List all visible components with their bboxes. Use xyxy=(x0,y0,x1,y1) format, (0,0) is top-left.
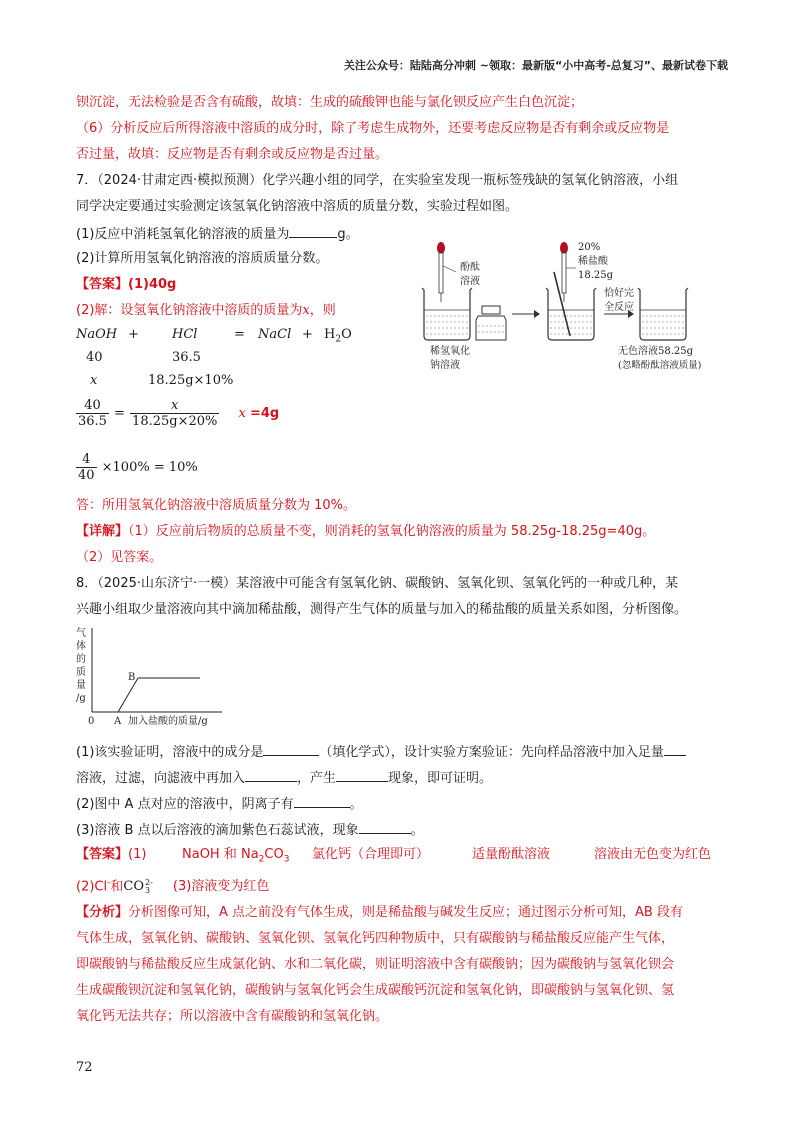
beaker-2 xyxy=(546,272,596,340)
q8-answer-tag: 【答案】 xyxy=(76,847,129,862)
y-label-3: 的 xyxy=(76,654,86,665)
q7-part-1 xyxy=(76,224,359,244)
q7-detail-text: （1）反应前后物质的总质量不变，则消耗的氢氧化钠溶液的质量为 58.25g-18.25g=40g。 xyxy=(128,524,656,539)
indicator-label-2: 溶液 xyxy=(460,276,480,287)
q7-experiment-figure xyxy=(414,238,730,374)
y-label-1: 气 xyxy=(76,628,86,639)
eq-h2o-sub: 2 xyxy=(335,334,342,345)
page-number: 72 xyxy=(76,1060,93,1075)
arrow-label-2: 全反应 xyxy=(604,302,634,313)
q8-ans2-carbonate: CO 2- 3 xyxy=(123,877,153,895)
q7-answer-tag: 【答案】 xyxy=(76,277,129,292)
q7-answer-blank[interactable] xyxy=(289,224,337,238)
eq-h2o-o: O xyxy=(341,327,352,342)
intro-line-3: 否过量，故填：反应物是否有剩余或反应物是否过量。 xyxy=(76,147,389,162)
q7-solution-variable: x xyxy=(302,303,310,318)
prop-equals: = xyxy=(114,406,125,421)
q8-p2-b: 。 xyxy=(349,797,363,812)
intro-line-1: 钡沉淀，无法检验是否含有硫酸，故填：生成的硫酸钾也能与氯化钡反应产生白色沉淀； xyxy=(76,95,584,110)
indicator-label-1: 酚酞 xyxy=(460,262,480,273)
prop-frac-2: $\frac{x}{18.25g\times 20\%}$ xyxy=(132,398,218,429)
q8-p3-a: (3)溶液 B 点以后溶液的滴加紫色石蕊试液，现象 xyxy=(76,823,359,838)
q7-part-1-suffix: g。 xyxy=(337,227,359,242)
pct-frac: $\frac{4}{40}$ xyxy=(78,452,95,483)
q7-answer xyxy=(76,276,176,294)
result-label-2: (忽略酚酞溶液质量) xyxy=(618,360,702,371)
pct-rest: ×100% = 10% xyxy=(101,460,198,475)
eq-plus-1: + xyxy=(128,327,139,342)
q7-detail-2: （2）见答案。 xyxy=(76,550,163,565)
q7-detail-tag: 【详解】 xyxy=(76,524,129,539)
point-a-label: A xyxy=(114,716,122,727)
acid-label-2: 稀盐酸 xyxy=(578,256,608,267)
dropper-2 xyxy=(560,242,576,302)
q8-analysis-tag: 【分析】 xyxy=(76,905,129,920)
q8-part-1-line-2 xyxy=(76,768,492,788)
prop-frac-1: $\frac{40}{36.5}$ xyxy=(78,398,107,429)
result-label-1: 无色溶液58.25g xyxy=(618,346,694,357)
eq-var-1: x xyxy=(90,373,98,388)
q8-p1-e: 现象，即可证明。 xyxy=(388,771,493,786)
q8-part-3 xyxy=(76,820,424,840)
beaker-1 xyxy=(422,288,472,340)
eq-naoh: NaOH xyxy=(76,327,118,342)
y-label-6: /g xyxy=(76,693,86,704)
dropper-1 xyxy=(437,242,456,302)
arrow-1 xyxy=(512,310,540,318)
intro-line-2: （6）分析反应后所得溶液中溶质的成分时，除了考虑生成物外，还要考虑反应物是否有剩余或反应物是 xyxy=(76,121,670,136)
q8-part-1-line-1 xyxy=(76,742,686,762)
q8-blank-6[interactable] xyxy=(359,820,411,834)
eq-hcl: HCl xyxy=(172,327,198,342)
eq-nacl: NaCl xyxy=(258,327,292,342)
q8-p1-a: (1)该实验证明，溶液中的成分是 xyxy=(76,745,264,760)
q8-ans1-reagent: 氯化钙（合理即可） xyxy=(312,847,430,862)
percent-calc xyxy=(76,452,198,483)
q8-answer-row-2: (2)Cl-和CO 2- 3 (3)溶液变为红色 xyxy=(76,877,270,895)
beaker-1-label-1: 稀氢氧化 xyxy=(430,346,470,357)
eq-plus-2: + xyxy=(302,327,313,342)
q8-ans1: (1) xyxy=(128,847,147,862)
eq-var-2: 18.25g×10% xyxy=(148,373,234,388)
q7-part-2: (2)计算所用氢氧化钠溶液的溶质质量分数。 xyxy=(76,251,329,266)
q8-blank-5[interactable] xyxy=(294,794,350,808)
q8-gas-graph xyxy=(72,622,242,732)
equation-row xyxy=(76,327,117,342)
q8-analysis-line-3: 即碳酸钠与稀盐酸反应生成氯化钠、水和二氧化碳，则证明溶液中含有碳酸钠；因为碳酸钠与氢氧化钡会 xyxy=(76,957,675,972)
q7-part-1-prefix: (1)反应中消耗氢氧化钠溶液的质量为 xyxy=(76,227,290,242)
q8-answer-row-1 xyxy=(76,846,146,864)
q8-ans2-cl: (2)Cl xyxy=(76,879,108,895)
q8-analysis-line-1: 【分析】分析图像可知，A 点之前没有气体生成，则是稀盐酸与碱发生反应；通过图示分析可知，AB 段有 xyxy=(76,905,683,920)
q7-stem-line-1: 7．（2024·甘肃定西·模拟预测）化学兴趣小组的同学，在实验室发现一瓶标签残缺的氢氧化钠溶液，小组 xyxy=(76,173,679,188)
y-label-2: 体 xyxy=(76,641,86,652)
eq-molar-1: 40 xyxy=(86,350,103,365)
q8-p2-a: (2)图中 A 点对应的溶液中，阴离子有 xyxy=(76,797,294,812)
q7-solution-prefix: (2)解：设氢氧化钠溶液中溶质的质量为 xyxy=(76,303,303,318)
q8-analysis-line-5: 氧化钙无法共存；所以溶液中含有碳酸钠和氢氧化钠。 xyxy=(76,1009,389,1024)
q8-analysis-line-2: 气体生成，氢氧化钠、碳酸钠、氢氧化钡、氢氧化钙四种物质中，只有碳酸钠与稀盐酸反应能产生气体， xyxy=(76,931,675,946)
beaker-1-label-2: 钠溶液 xyxy=(430,360,460,371)
arrow-label-1: 恰好完 xyxy=(604,288,634,299)
q8-stem-line-2: 兴趣小组取少量溶液向其中滴加稀盐酸，测得产生气体的质量与加入的稀盐酸的质量关系如图，分析图像。 xyxy=(76,602,688,617)
q8-stem-line-1: 8．（2025·山东济宁·一模）某溶液中可能含有氢氧化钠、碳酸钠、氢氧化钡、氢氧化钙的一种或几种，某 xyxy=(76,576,679,591)
q8-ans3: (3)溶液变为红色 xyxy=(172,879,270,895)
origin-label: 0 xyxy=(88,716,95,727)
q8-part-2 xyxy=(76,794,363,814)
q8-ans1-phenomenon: 溶液由无色变为红色 xyxy=(594,847,712,862)
q8-blank-1[interactable] xyxy=(263,742,319,756)
y-label-5: 量 xyxy=(76,680,86,691)
q8-p3-b: 。 xyxy=(410,823,424,838)
proportion xyxy=(76,398,279,429)
eq-molar-2: 36.5 xyxy=(172,350,201,365)
q8-blank-3[interactable] xyxy=(245,768,297,782)
q7-detail xyxy=(76,523,655,541)
eq-h2o-h: H xyxy=(324,327,336,342)
eq-equals: = xyxy=(234,327,245,342)
q7-stem-line-2: 同学决定要通过实验测定该氢氧化钠溶液中溶质的质量分数，实验过程如图。 xyxy=(76,199,519,214)
q8-p1-d: ，产生 xyxy=(297,771,337,786)
segment-ab xyxy=(118,678,138,712)
q7-conclusion: 答：所用氢氧化钠溶液中溶质质量分数为 10%。 xyxy=(76,498,357,513)
page-header: 关注公众号：陆陆高分冲刺 ~领取：最新版“小中高考-总复习”、最新试卷下载 xyxy=(343,59,728,72)
acid-label-3: 18.25g xyxy=(578,270,614,281)
q8-p1-b: （填化学式），设计实验方案验证：先向样品溶液中加入足量 xyxy=(319,745,664,760)
acid-label-1: 20% xyxy=(578,242,601,253)
q8-p1-c: 溶液，过滤，向滤液中再加入 xyxy=(76,771,246,786)
indicator-bottle xyxy=(476,306,506,340)
q8-ans1-formula: NaOH 和 $Na_2CO_3$ xyxy=(182,847,290,865)
q8-blank-2[interactable] xyxy=(664,742,686,756)
q8-blank-4[interactable] xyxy=(336,768,388,782)
q8-analysis-line-4: 生成碳酸钡沉淀和氢氧化钠，碳酸钠与氢氧化钙会生成碳酸钙沉淀和氢氧化钠，即碳酸钠与氢氧化钡、氢 xyxy=(76,983,675,998)
q7-answer-value: (1)40g xyxy=(128,277,177,292)
y-label-4: 质 xyxy=(76,667,86,678)
eq-h2o xyxy=(324,327,352,345)
prop-result: x =4g xyxy=(238,406,280,421)
q7-solution-intro xyxy=(76,302,336,320)
beaker-3 xyxy=(638,288,688,340)
x-axis-label: 加入盐酸的质量/g xyxy=(128,716,208,727)
point-b-label: B xyxy=(128,672,136,683)
q7-solution-suffix: ，则 xyxy=(309,303,336,318)
q8-ans1-indicator: 适量酚酞溶液 xyxy=(472,847,551,862)
